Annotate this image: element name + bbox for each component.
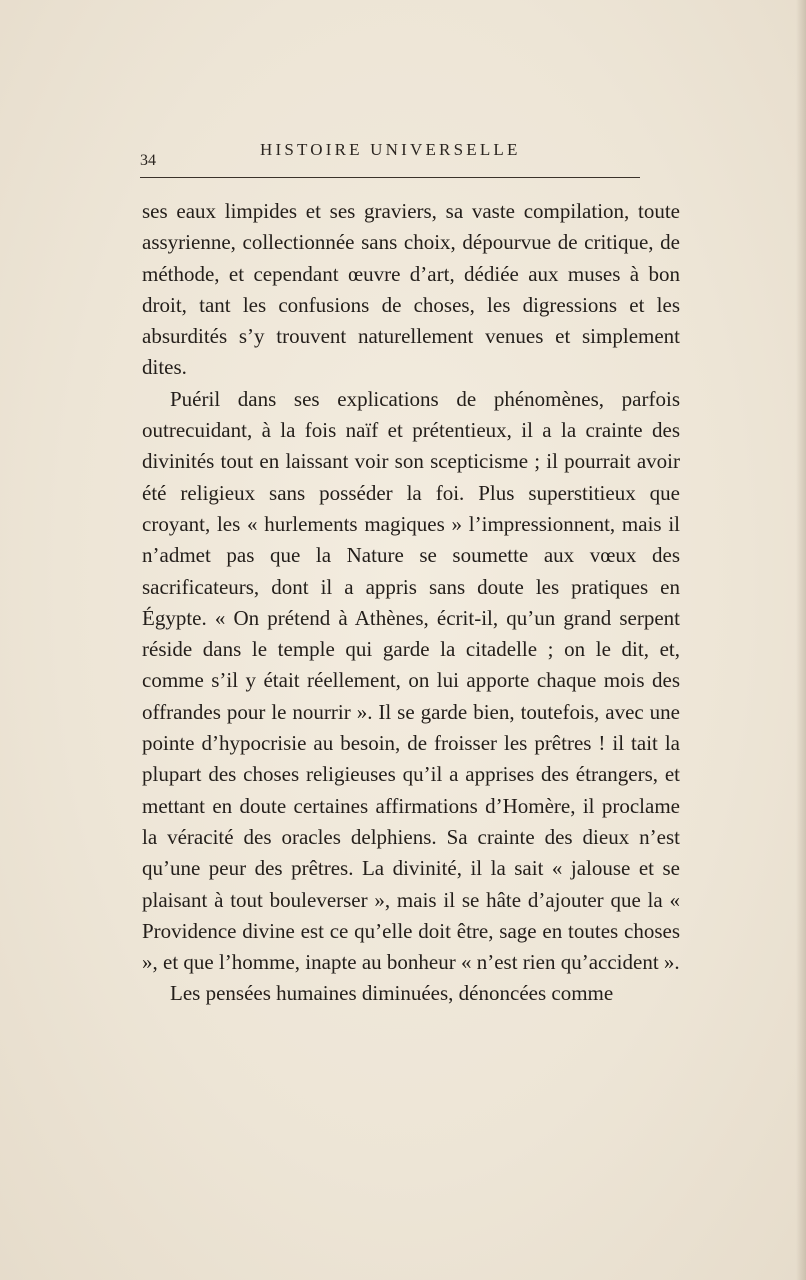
body-text <box>142 196 680 1010</box>
header-rule <box>140 177 640 178</box>
running-title: HISTOIRE UNIVERSELLE <box>260 140 521 159</box>
page-edge-shadow <box>796 0 806 1280</box>
paragraph: Puéril dans ses explications de phénomènes, parfois outrecuidant, à la fois naïf et prétentieux, il a la crainte des divinités tout en laissant voir son scepticisme ; il pourrait avoir été religieux sans posséder la foi. Plus superstitieux que croyant, les « hurlements magiques » l’impressionnent, mais il n’admet pas que la Nature se soumette aux vœux des sacrificateurs, dont il a appris sans doute les pratiques en Égypte. « On prétend à Athènes, écrit-il, qu’un grand serpent réside dans le temple qui garde la citadelle ; on le dit, et, comme s’il y était réellement, on lui apporte chaque mois des offrandes pour le nourrir ». Il se garde bien, toutefois, avec une pointe d’hypocrisie au besoin, de froisser les prêtres ! il tait la plupart des choses religieuses qu’il a apprises des étrangers, et mettant en doute certaines affirmations d’Homère, il proclame la véracité des oracles delphiens. Sa crainte des dieux n’est qu’une peur des prêtres. La divinité, il la sait « jalouse et se plaisant à tout bouleverser », mais il se hâte d’ajouter que la « Providence divine est ce qu’elle doit être, sage en toutes choses », et que l’homme, inapte au bonheur « n’est rien qu’accident ». <box>142 386 680 975</box>
page-number: 34 <box>140 152 156 169</box>
paragraph: Les pensées humaines diminuées, dénoncées comme <box>170 981 614 1006</box>
page-header <box>140 140 680 170</box>
paragraph-continuation: ses eaux limpides et ses graviers, sa vaste compilation, toute assyrienne, collectionnée sans choix, dépourvue de critique, de méthode, et cependant œuvre d’art, dédiée aux muses à bon droit, tant les confusions de choses, les digressions et les absurdités s’y trouvent naturellement venues et simplement dites. <box>142 199 680 380</box>
